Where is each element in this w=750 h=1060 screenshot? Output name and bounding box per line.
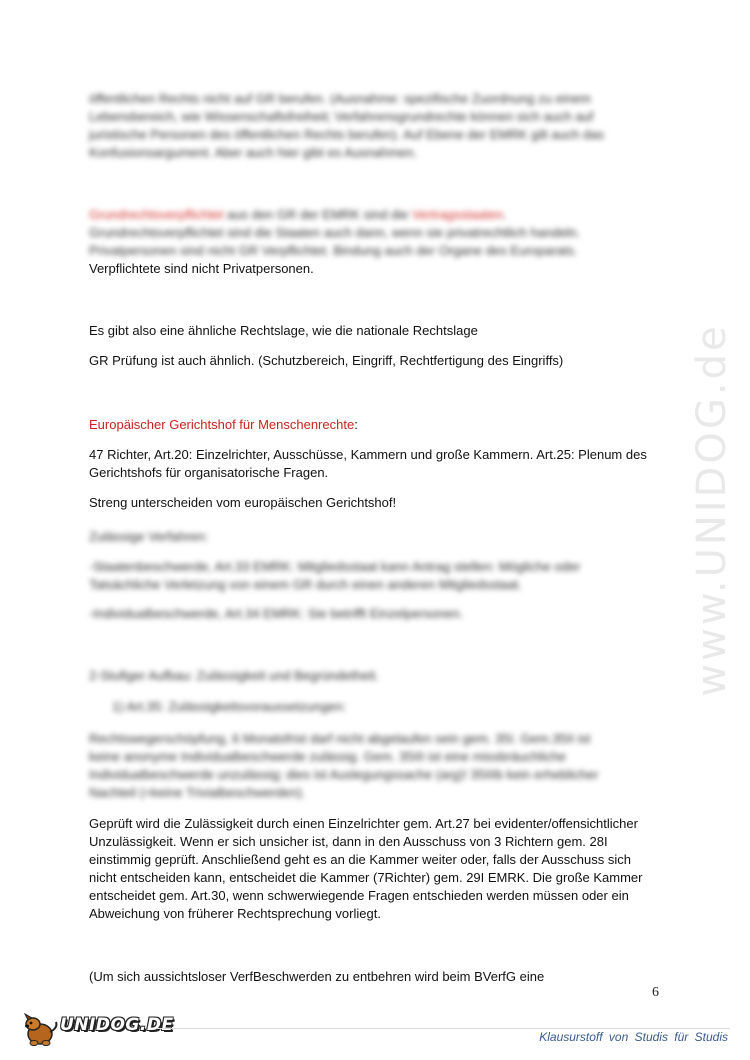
text-line: Rechtswegerschöpfung, 6 Monatsfrist darf nicht abgelaufen sein gem. 35I. Gem.35II ist <box>89 731 591 746</box>
text-line: Individualbeschwerde unzulässig; dies ist Auslegungssache (arg)! 35IIIb kein erheblicher <box>89 767 599 782</box>
court-heading <box>89 416 649 434</box>
text-line: Nachteil (=keine Trivialbeschwerden). <box>89 785 306 800</box>
dog-mascot-icon <box>22 1012 62 1048</box>
structure-paragraph: 2-Stufiger Aufbau: Zulässigkeit und Begründetheit. <box>89 668 379 683</box>
legal-situation-paragraph: Es gibt also eine ähnliche Rechtslage, wie die nationale Rechtslage <box>89 323 478 338</box>
text-line: öffentlichen Rechts nicht auf GR berufen. (Ausnahme: spezifische Zuordnung zu einem <box>89 91 591 106</box>
text-line: keine anonyme Individualbeschwerde zulässig. Gem. 35III ist eine missbräuchliche <box>89 749 566 764</box>
obligated-end: . <box>503 207 507 222</box>
examination-paragraph: Geprüft wird die Zulässigkeit durch einen Einzelrichter gem. Art.27 bei evidenter/offensichtlicher Unzulässigkeit. Wenn er sich unsicher ist, dann in den Ausschuss von 3 Richtern gem. 28I einstimmig geprüft. Anschließend geht es an die Kammer weiter oder, falls der Ausschuss sich nicht entscheiden kann, entscheidet die Kammer (7Richter) gem. 29I EMRK. Die große Kammer entscheidet gem. Art.30, wenn schwerwiegende Fragen entschieden werden müssen oder ein Abweichung von früherer Rechtsprechung vorliegt. <box>89 816 643 921</box>
text-line: Grundrechtsverpflichtet sind die Staaten auch dann, wenn sie privatrechtlich handeln. <box>89 225 581 240</box>
obligated-term: Grundrechtsverpflichtet <box>89 207 224 222</box>
court-heading-text: Europäischer Gerichtshof für Menschenrechte <box>89 417 355 432</box>
text-line: Verpflichtete sind nicht Privatpersonen. <box>89 261 314 276</box>
text-line: juristische Personen des öffentlichen Rechts berufen). Auf Ebene der EMRK gilt auch das <box>89 127 604 142</box>
logo-wordmark: UNIDOG.DE <box>60 1015 174 1035</box>
requirements-list-item: 1) Art.35: Zulässigkeitsvoraussetzungen: <box>112 699 347 714</box>
text-line: Lebensbereich, wie Wissenschaftsfreiheit; Verfahrensgrundrechte können sich auch auf <box>89 109 594 124</box>
page-number: 6 <box>652 985 659 1000</box>
text-line: Konfusionsargument. Aber auch hier gibt es Ausnahmen. <box>89 145 418 160</box>
blurred-intro-paragraph <box>89 90 649 162</box>
unidog-logo <box>22 1012 174 1048</box>
obligated-mid: aus den GR der EMRK sind die <box>223 207 412 222</box>
court-heading-colon: : <box>354 417 358 432</box>
individual-complaint-paragraph: -Individualbeschwerde, Art.34 EMRK: Sie betrifft Einzelpersonen. <box>89 606 464 621</box>
watermark: www.UNIDOG.de <box>689 323 735 697</box>
state-complaint-paragraph: -Staatenbeschwerde, Art.33 EMRK: Mitgliedsstaat kann Antrag stellen: Mögliche oder Tatsächliche Verletzung von einem GR durch einen anderen Mitgliedsstaat. <box>89 559 581 592</box>
obligated-lead-line <box>89 206 649 224</box>
procedures-title: Zulässige Verfahren: <box>89 529 209 544</box>
distinguish-paragraph: Streng unterscheiden vom europäischen Gerichtshof! <box>89 495 397 510</box>
footer-tagline: Klausurstoff von Studis für Studis <box>539 1030 728 1044</box>
trailing-paragraph: (Um sich aussichtsloser VerfBeschwerden zu entbehren wird beim BVerfG eine <box>89 969 545 984</box>
requirements-paragraph <box>89 730 649 802</box>
contracting-states-term: Vertragsstaaten <box>412 207 504 222</box>
footer-divider <box>156 1028 730 1029</box>
gr-check-paragraph: GR Prüfung ist auch ähnlich. (Schutzbereich, Eingriff, Rechtfertigung des Eingriffs) <box>89 353 564 368</box>
obligated-paragraph <box>89 206 649 278</box>
judges-paragraph: 47 Richter, Art.20: Einzelrichter, Ausschüsse, Kammern und große Kammern. Art.25: Plenum des Gerichtshofs für organisatorische Fragen. <box>89 447 647 480</box>
text-line: Privatpersonen sind nicht GR Verpflichtet. Bindung auch der Organe des Europarats. <box>89 243 578 258</box>
